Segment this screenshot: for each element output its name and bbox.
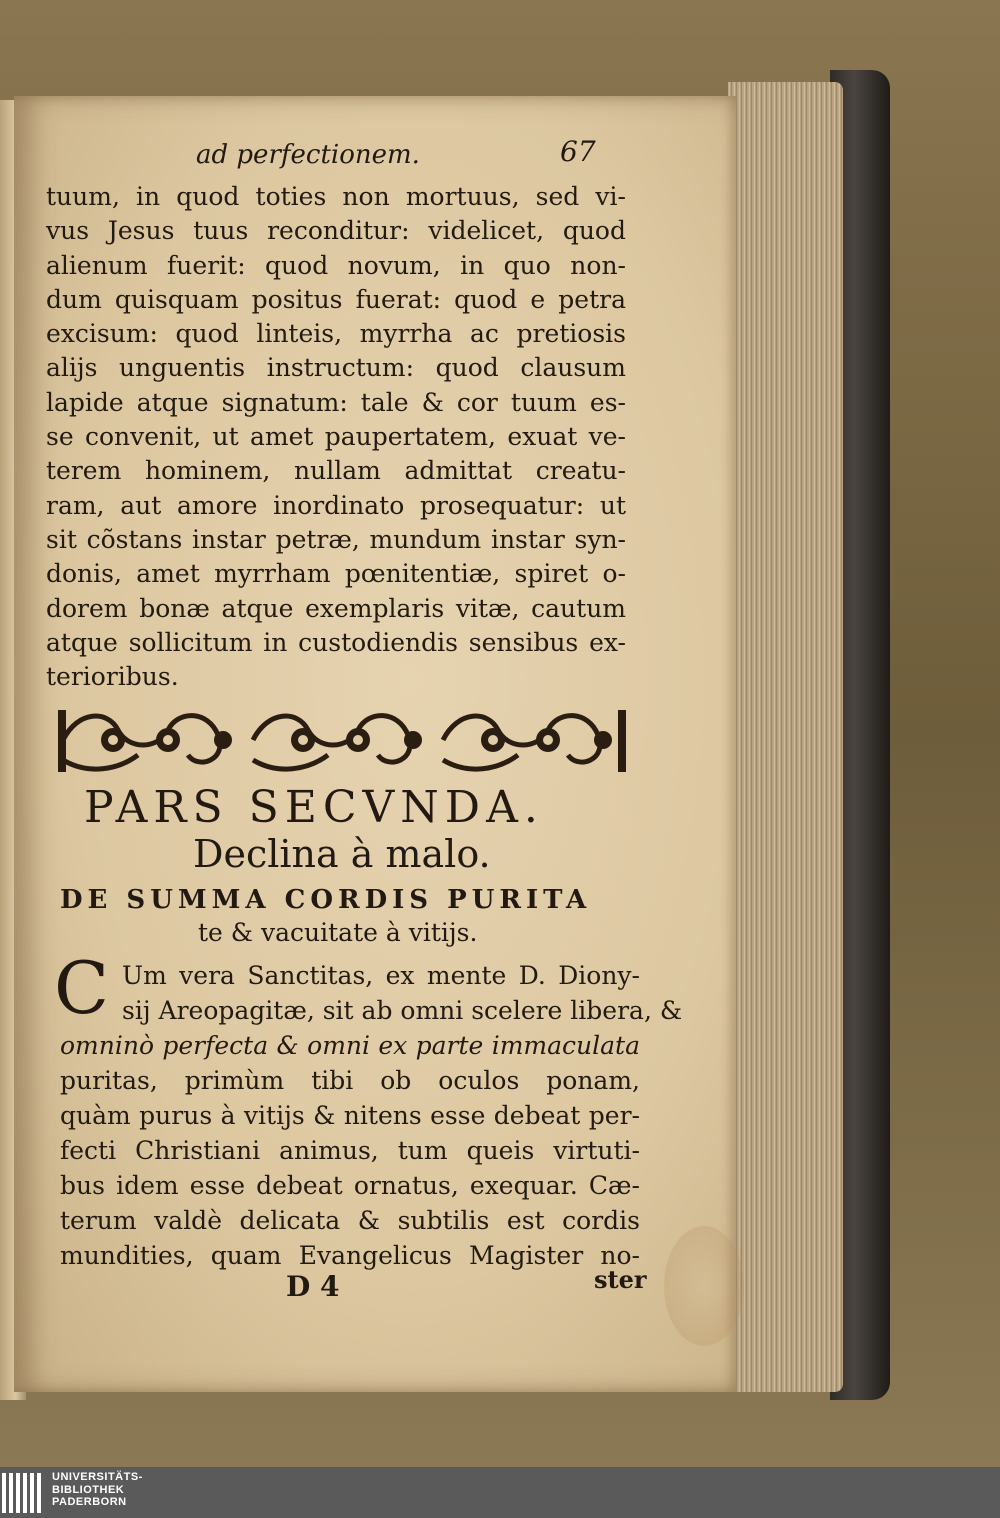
text-line: terum valdè delicata & subtilis est cordis xyxy=(60,1206,640,1235)
water-stain xyxy=(664,1226,744,1346)
text-line: excisum: quod linteis, myrrha ac pretiosis xyxy=(46,319,626,349)
paragraph-1 xyxy=(46,180,626,694)
text-line: sit cõstans instar petræ, mundum instar syn- xyxy=(46,524,626,554)
text-line: omninò perfecta & omni ex parte immaculata xyxy=(60,1031,640,1060)
floral-ornament-band xyxy=(58,700,626,782)
text-line: se convenit, ut amet paupertatem, exuat ve- xyxy=(46,422,626,452)
chapter-heading-continued: te & vacuitate à vitijs. xyxy=(198,918,478,947)
text-line: atque sollicitum in custodiendis sensibus ex- xyxy=(46,627,626,657)
text-line: sij Areopagitæ, sit ab omni scelere libera, & xyxy=(122,996,683,1025)
text-line: bus idem esse debeat ornatus, exequar. Cæ- xyxy=(60,1171,640,1200)
text-line: dum quisquam positus fuerat: quod e petra xyxy=(46,284,626,314)
text-line: terem hominem, nullam admittat creatu- xyxy=(46,456,626,486)
text-line: tuum, in quod toties non mortuus, sed vi- xyxy=(46,182,626,211)
library-footer xyxy=(0,1467,1000,1518)
text-line: donis, amet myrrham pœnitentiæ, spiret o- xyxy=(46,559,626,589)
library-name-line: BIBLIOTHEK xyxy=(52,1483,125,1496)
chapter-heading: DE SUMMA CORDIS PURITA xyxy=(60,885,592,915)
drop-cap: C xyxy=(54,946,110,1030)
text-line: alienum fuerit: quod novum, in quo non- xyxy=(46,250,626,280)
running-head: ad perfectionem. xyxy=(196,140,420,170)
library-name-line: PADERBORN xyxy=(52,1496,127,1508)
part-subtitle: Declina à malo. xyxy=(193,832,491,876)
catchword: ster xyxy=(594,1265,647,1294)
text-line: terioribus. xyxy=(46,662,179,692)
text-line: ram, aut amore inordinato prosequatur: ut xyxy=(46,490,626,520)
text-line: vus Jesus tuus reconditur: videlicet, quod xyxy=(46,216,626,246)
page-block-edges xyxy=(728,82,843,1392)
library-name xyxy=(52,1471,143,1509)
text-line: puritas, primùm tibi ob oculos ponam, xyxy=(60,1066,640,1095)
text-line: fecti Christiani animus, tum queis virtuti- xyxy=(60,1136,640,1165)
page-number: 67 xyxy=(560,135,596,168)
text-line: quàm purus à vitijs & nitens esse debeat per- xyxy=(60,1101,640,1130)
part-title: PARS SECVNDA. xyxy=(84,782,544,833)
library-name-line: UNIVERSITÄTS- xyxy=(52,1471,143,1483)
library-logo-icon xyxy=(2,1473,42,1513)
signature-mark: D 4 xyxy=(286,1270,340,1303)
text-line: Um vera Sanctitas, ex mente D. Diony- xyxy=(122,961,640,990)
text-line: mundities, quam Evangelicus Magister no- xyxy=(60,1241,640,1270)
text-line: dorem bonæ atque exemplaris vitæ, cautum xyxy=(46,593,626,623)
text-line: alijs unguentis instructum: quod clausum xyxy=(46,353,626,383)
paragraph-2 xyxy=(60,958,683,1273)
text-line: lapide atque signatum: tale & cor tuum es- xyxy=(46,387,626,417)
